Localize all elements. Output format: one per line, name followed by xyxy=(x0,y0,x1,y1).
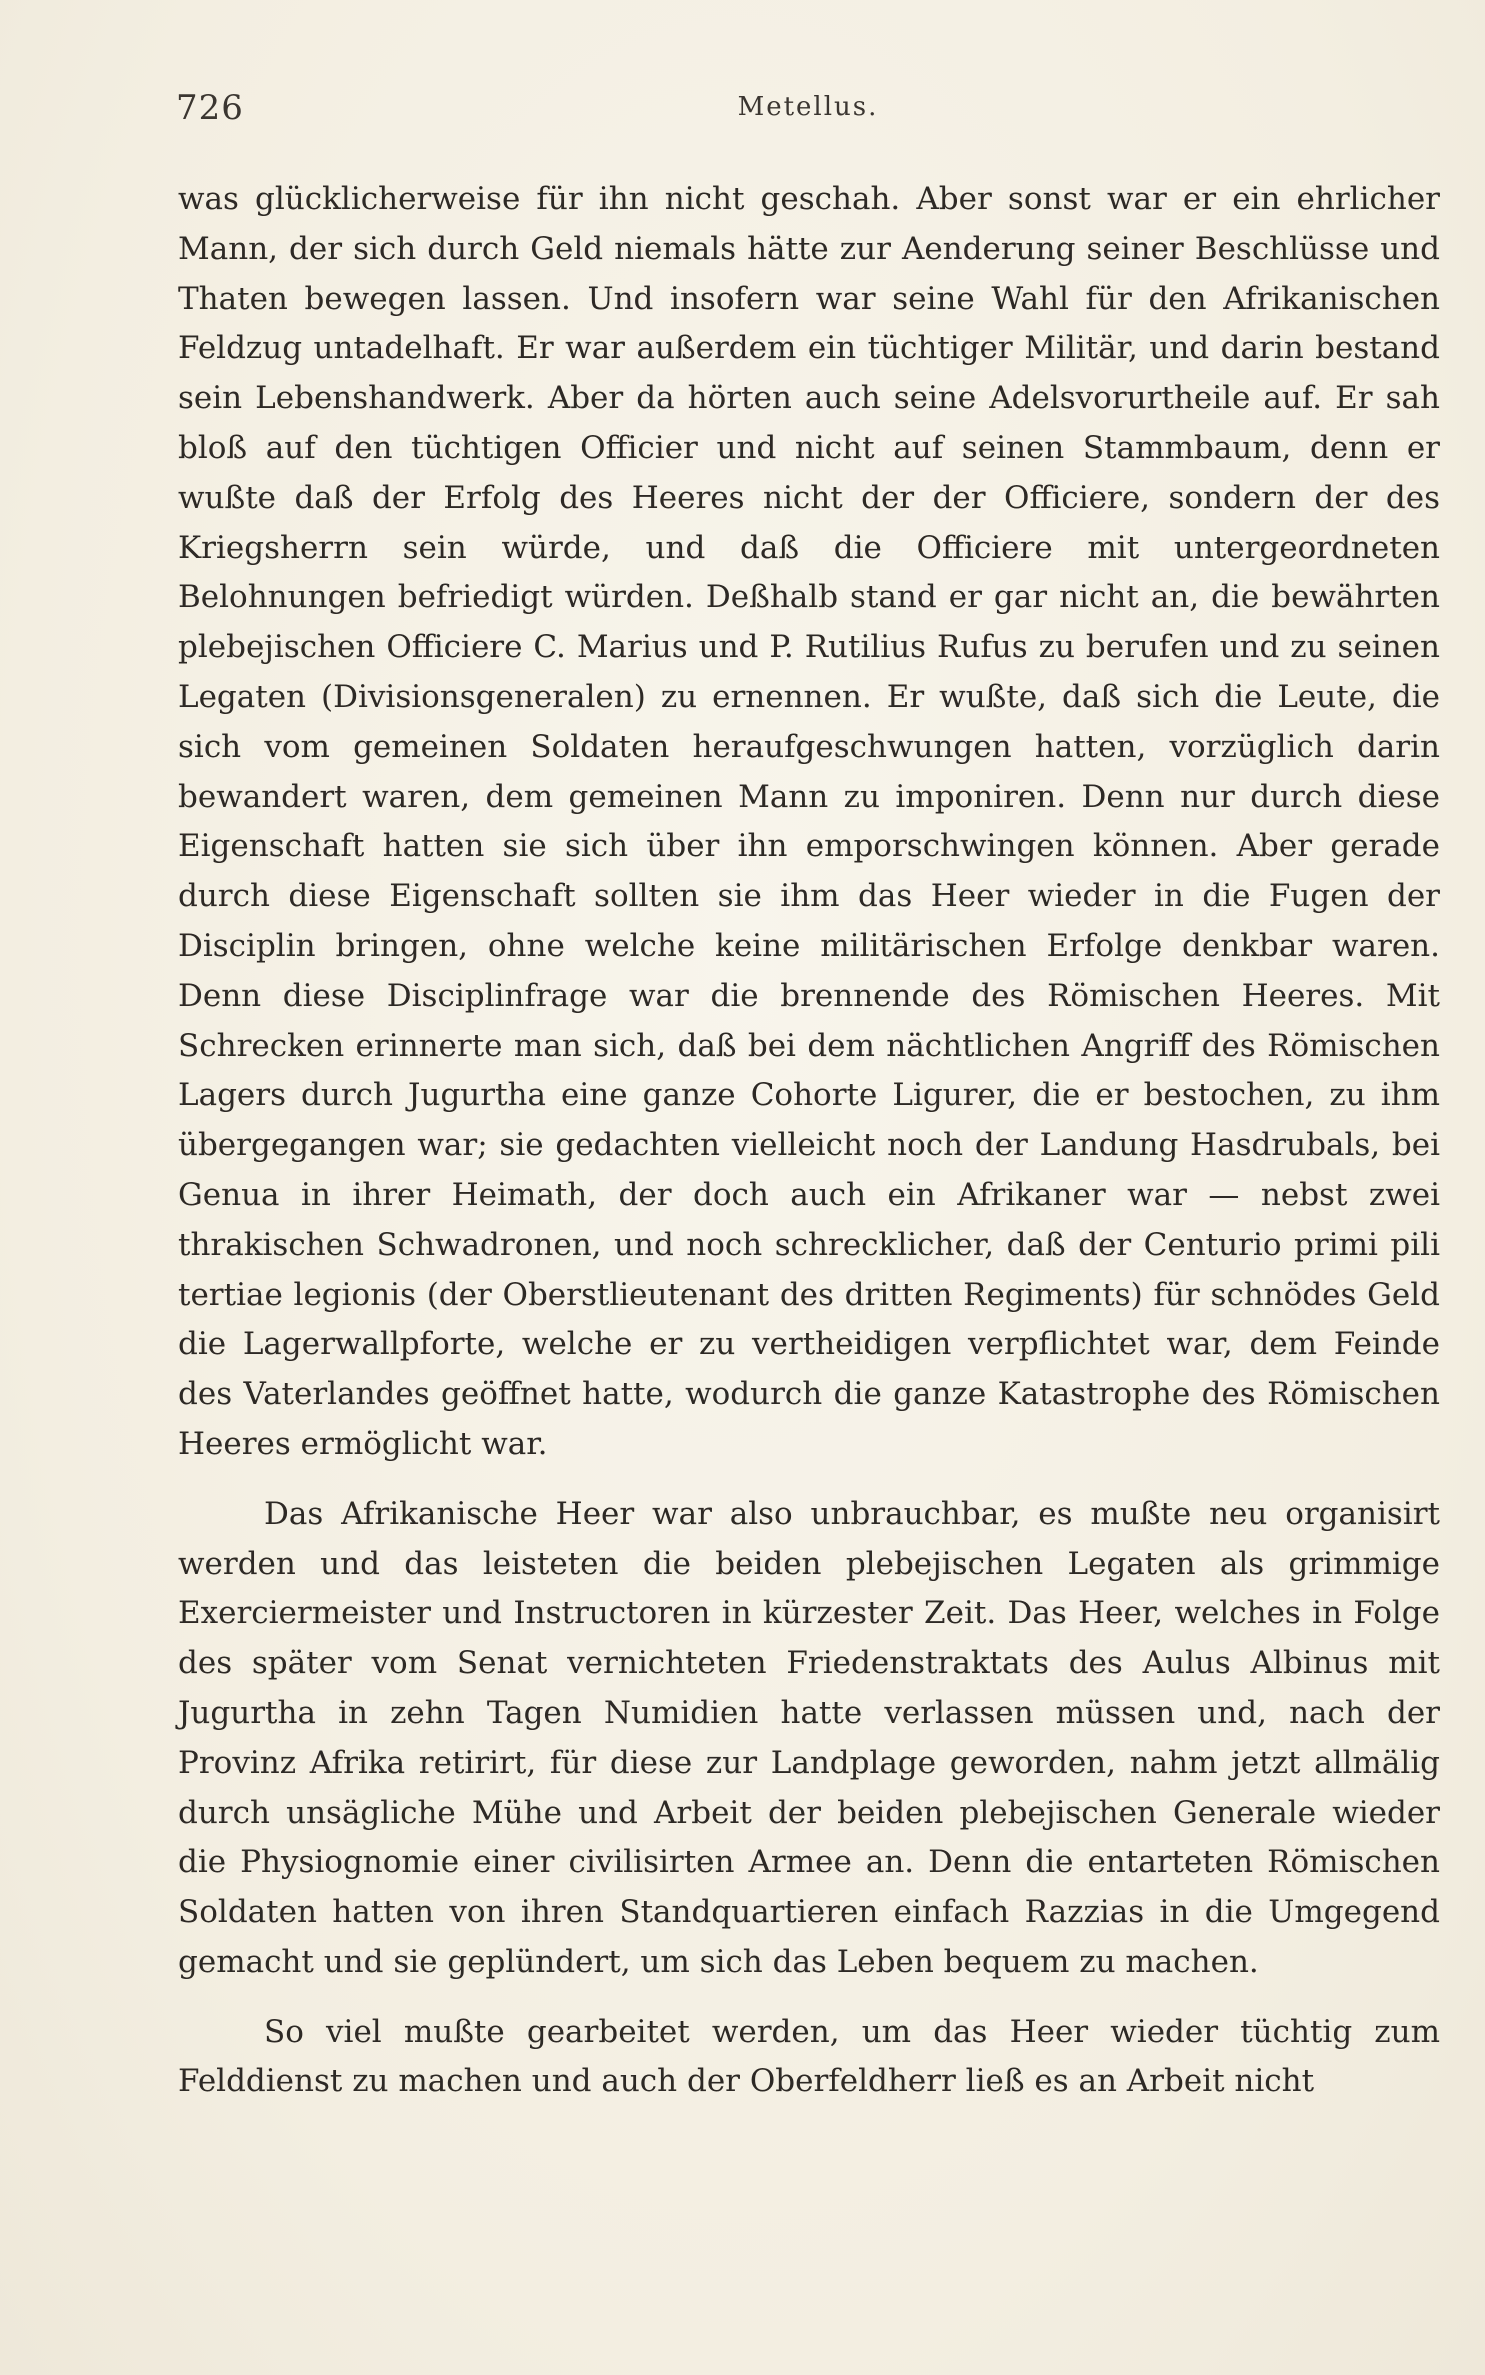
paragraph-2: Das Afrikanische Heer war also unbrauchbar, es mußte neu organisirt werden und das leisteten die beiden plebejischen Legaten als grimmige Exerciermeister und Instructoren in kürzester Zeit. Das Heer, welches in Folge des später vom Senat vernichteten Friedenstraktats des Aulus Albinus mit Jugurtha in zehn Tagen Numidien hatte verlassen müssen und, nach der Provinz Afrika retirirt, für diese zur Landplage geworden, nahm jetzt allmälig durch unsägliche Mühe und Arbeit der beiden plebejischen Generale wieder die Physiognomie einer civilisirten Armee an. Denn die entarteten Römischen Soldaten hatten von ihren Standquartieren einfach Razzias in die Umgegend gemacht und sie geplündert, um sich das Leben bequem zu machen. xyxy=(178,1495,1440,1980)
paragraph-1: was glücklicherweise für ihn nicht geschah. Aber sonst war er ein ehrlicher Mann, der sich durch Geld niemals hätte zur Aenderung seiner Beschlüsse und Thaten bewegen lassen. Und insofern war seine Wahl für den Afrikanischen Feldzug untadelhaft. Er war außerdem ein tüchtiger Militär, und darin bestand sein Lebenshandwerk. Aber da hörten auch seine Adelsvorurtheile auf. Er sah bloß auf den tüchtigen Officier und nicht auf seinen Stammbaum, denn er wußte daß der Erfolg des Heeres nicht der der Officiere, sondern der des Kriegsherrn sein würde, und daß die Officiere mit untergeordneten Belohnungen befriedigt würden. Deßhalb stand er gar nicht an, die bewährten plebejischen Officiere C. Marius und P. Rutilius Rufus zu berufen und zu seinen Legaten (Divisionsgeneralen) zu ernennen. Er wußte, daß sich die Leute, die sich vom gemeinen Soldaten heraufgeschwungen hatten, vorzüglich darin bewandert waren, dem gemeinen Mann zu imponiren. Denn nur durch diese Eigenschaft hatten sie sich über ihn emporschwingen können. Aber gerade durch diese Eigenschaft sollten sie ihm das Heer wieder in die Fugen der Disciplin bringen, ohne welche keine militärischen Erfolge denkbar waren. Denn diese Disciplinfrage war die brennende des Römischen Heeres. Mit Schrecken erinnerte man sich, daß bei dem nächtlichen Angriff des Römischen Lagers durch Jugurtha eine ganze Cohorte Ligurer, die er bestochen, zu ihm übergegangen war; sie gedachten vielleicht noch der Landung Hasdrubals, bei Genua in ihrer Heimath, der doch auch ein Afrikaner war — nebst zwei thrakischen Schwadronen, und noch schrecklicher, daß der Centurio primi pili tertiae legionis (der Oberstlieutenant des dritten Regiments) für schnödes Geld die Lagerwallpforte, welche er zu vertheidigen verpflichtet war, dem Feinde des Vaterlandes geöffnet hatte, wodurch die ganze Katastrophe des Römischen Heeres ermöglicht war. xyxy=(178,181,1440,1462)
page-number: 726 xyxy=(176,88,244,128)
running-title: Metellus. xyxy=(737,92,879,122)
body-text xyxy=(178,175,1440,2107)
page-header xyxy=(176,88,1440,138)
paragraph-3: So viel mußte gearbeitet werden, um das Heer wieder tüchtig zum Felddienst zu machen und auch der Oberfeldherr ließ es an Arbeit nicht xyxy=(178,2013,1440,2100)
